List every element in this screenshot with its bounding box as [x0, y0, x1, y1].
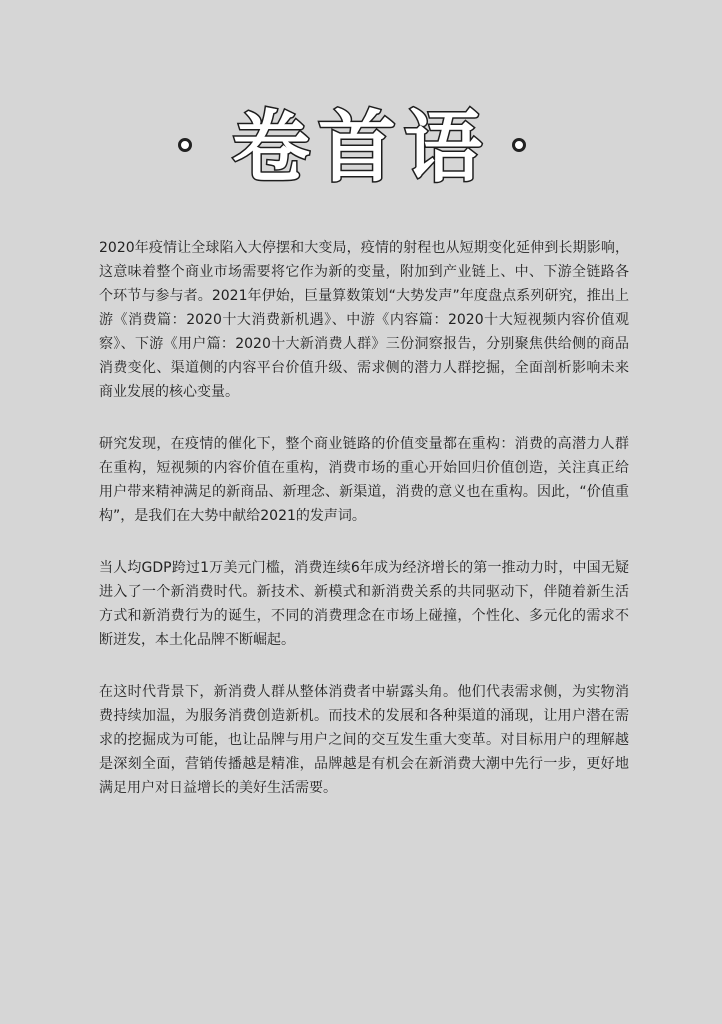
- paragraph-4: 在这时代背景下，新消费人群从整体消费者中崭露头角。他们代表需求侧，为实物消费持续加温，为服务消费创造新机。而技术的发展和各种渠道的涌现，让用户潜在需求的挖掘成为可能，也让品牌与用户之间的交互发生重大变革。对目标用户的理解越是深刻全面，营销传播越是精准，品牌越是有机会在新消费大潮中先行一步，更好地满足用户对日益增长的美好生活需要。: [99, 684, 629, 796]
- circle-bullet-icon: [512, 138, 526, 152]
- body-text: [99, 236, 629, 828]
- paragraph-3: 当人均GDP跨过1万美元门槛，消费连续6年成为经济增长的第一推动力时，中国无疑进入了一个新消费时代。新技术、新模式和新消费关系的共同驱动下，伴随着新生活方式和新消费行为的诞生，不同的消费理念在市场上碰撞，个性化、多元化的需求不断迸发，本土化品牌不断崛起。: [99, 560, 629, 648]
- page-title: 卷首语: [231, 103, 490, 193]
- paragraph-1: 2020年疫情让全球陷入大停摆和大变局，疫情的射程也从短期变化延伸到长期影响，这意味着整个商业市场需要将它作为新的变量，附加到产业链上、中、下游全链路各个环节与参与者。2021年伊始，巨量算数策划“大势发声”年度盘点系列研究，推出上游《消费篇：2020十大消费新机遇》、中游《内容篇：2020十大短视频内容价值观察》、下游《用户篇：2020十大新消费人群》三份洞察报告，分别聚焦供给侧的商品消费变化、渠道侧的内容平台价值升级、需求侧的潜力人群挖掘，全面剖析影响未来商业发展的核心变量。: [99, 240, 629, 400]
- paragraph-2: 研究发现，在疫情的催化下，整个商业链路的价值变量都在重构：消费的高潜力人群在重构，短视频的内容价值在重构，消费市场的重心开始回归价值创造，关注真正给用户带来精神满足的新商品、新理念、新渠道，消费的意义也在重构。因此，“价值重构”，是我们在大势中献给2021的发声词。: [99, 436, 629, 524]
- page-header: [0, 100, 722, 200]
